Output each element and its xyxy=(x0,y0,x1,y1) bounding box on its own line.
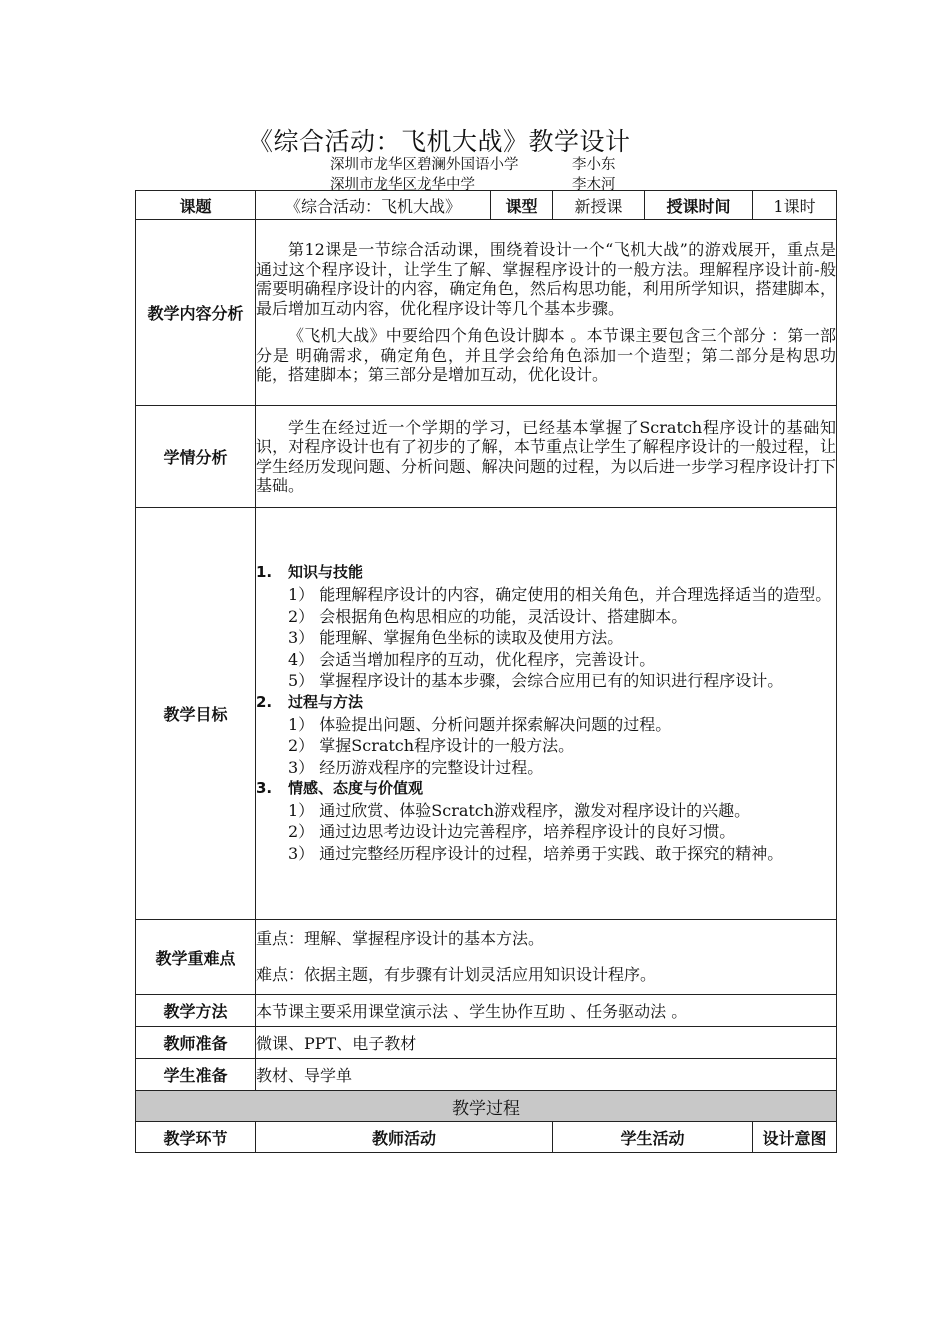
author-school: 深圳市龙华区龙华中学 xyxy=(330,177,475,193)
teacher-prep-row xyxy=(136,1027,837,1059)
time-label: 授课时间 xyxy=(645,191,753,220)
process-header-row xyxy=(136,1122,837,1153)
objective-item: 5） 掌握程序设计的基本步骤，会综合应用已有的知识进行程序设计。 xyxy=(288,671,784,691)
student-analysis-text: 学生在经过近一个学期的学习，已经基本掌握了Scratch程序设计的基础知识，对程序设计也有了初步的了解，本节重点让学生了解程序设计的一般过程，让学生经历发现问题、分析问题、解决问题的过程，为以后进一步学习程序设计打下基础。 xyxy=(256,417,836,495)
type-value: 新授课 xyxy=(553,191,645,220)
objectives-label: 教学目标 xyxy=(136,508,256,920)
teacher-prep-label: 教师准备 xyxy=(136,1027,256,1059)
objective-heading: 3. 情感、态度与价值观 xyxy=(256,779,424,798)
student-prep-label: 学生准备 xyxy=(136,1059,256,1091)
objective-item: 2） 通过边思考边设计边完善程序，培养程序设计的良好习惯。 xyxy=(288,822,736,842)
time-value: 1课时 xyxy=(753,191,837,220)
key-points-label: 教学重难点 xyxy=(136,920,256,995)
header-row xyxy=(136,191,837,220)
content-analysis-label: 教学内容分析 xyxy=(136,220,256,406)
student-prep-row xyxy=(136,1059,837,1091)
objectives-cell xyxy=(256,508,837,920)
objective-item: 2） 掌握Scratch程序设计的一般方法。 xyxy=(288,736,575,756)
key-points-row xyxy=(136,920,837,995)
difficult-point-text: 难点：依据主题，有步骤有计划灵活应用知识设计程序。 xyxy=(256,965,657,984)
objective-heading: 1. 知识与技能 xyxy=(256,563,364,582)
process-col-teacher: 教师活动 xyxy=(256,1122,553,1153)
student-analysis-cell xyxy=(256,406,837,508)
type-label: 课型 xyxy=(491,191,553,220)
objective-item: 4） 会适当增加程序的互动，优化程序，完善设计。 xyxy=(288,649,656,669)
objective-item: 2） 会根据角色构思相应的功能，灵活设计、搭建脚本。 xyxy=(288,606,688,626)
content-analysis-paragraph: 第12课是一节综合活动课，围绕着设计一个“飞机大战”的游戏展开，重点是通过这个程序设计，让学生了解、掌握程序设计的一般方法。理解程序设计前-般需要明确程序设计的内容，确定角色，然后构思功能，利用所学知识，搭建脚本，最后增加互动内容，优化程序设计等几个基本步骤。 xyxy=(256,240,836,318)
objective-item: 1） 能理解程序设计的内容，确定使用的相关角色，并合理选择适当的造型。 xyxy=(288,584,832,604)
student-analysis-label: 学情分析 xyxy=(136,406,256,508)
process-col-intent: 设计意图 xyxy=(753,1122,837,1153)
process-title: 教学过程 xyxy=(136,1091,837,1122)
objectives-row xyxy=(136,508,837,920)
objective-item: 3） 经历游戏程序的完整设计过程。 xyxy=(288,757,544,777)
method-row xyxy=(136,995,837,1027)
content-analysis-paragraph: 《飞机大战》中要给四个角色设计脚本 。本节课主要包含三个部分 ：第一部分是 明确需求，确定角色，并且学会给角色添加一个造型；第二部分是构思功能，搭建脚本；第三部分是增加互动，优化设计。 xyxy=(256,326,836,385)
topic-label: 课题 xyxy=(136,191,256,220)
key-point-text: 重点：理解、掌握程序设计的基本方法。 xyxy=(256,929,545,948)
author-line-1 xyxy=(330,153,616,174)
process-col-stage: 教学环节 xyxy=(136,1122,256,1153)
lesson-plan-table xyxy=(135,190,837,1153)
content-analysis-cell xyxy=(256,220,837,406)
objective-item: 1） 体验提出问题、分析问题并探索解决问题的过程。 xyxy=(288,714,672,734)
topic-value: 《综合活动：飞机大战》 xyxy=(256,191,491,220)
author-name: 李小东 xyxy=(572,157,616,173)
document-title: 《综合活动：飞机大战》教学设计 xyxy=(248,127,631,156)
process-col-student: 学生活动 xyxy=(553,1122,753,1153)
objective-item: 1） 通过欣赏、体验Scratch游戏程序，激发对程序设计的兴趣。 xyxy=(288,800,751,820)
author-name: 李木河 xyxy=(572,177,616,193)
content-analysis-row xyxy=(136,220,837,406)
teacher-prep-value: 微课、PPT、电子教材 xyxy=(256,1027,837,1059)
author-school: 深圳市龙华区碧澜外国语小学 xyxy=(330,157,519,173)
objective-item: 3） 通过完整经历程序设计的过程，培养勇于实践、敢于探究的精神。 xyxy=(288,844,784,864)
objective-heading: 2. 过程与方法 xyxy=(256,692,364,711)
key-points-cell xyxy=(256,920,837,995)
process-title-row xyxy=(136,1091,837,1122)
objective-item: 3） 能理解、掌握角色坐标的读取及使用方法。 xyxy=(288,628,624,648)
student-prep-value: 教材、导学单 xyxy=(256,1059,837,1091)
method-label: 教学方法 xyxy=(136,995,256,1027)
student-analysis-row xyxy=(136,406,837,508)
method-value: 本节课主要采用课堂演示法 、学生协作互助 、任务驱动法 。 xyxy=(256,995,837,1027)
